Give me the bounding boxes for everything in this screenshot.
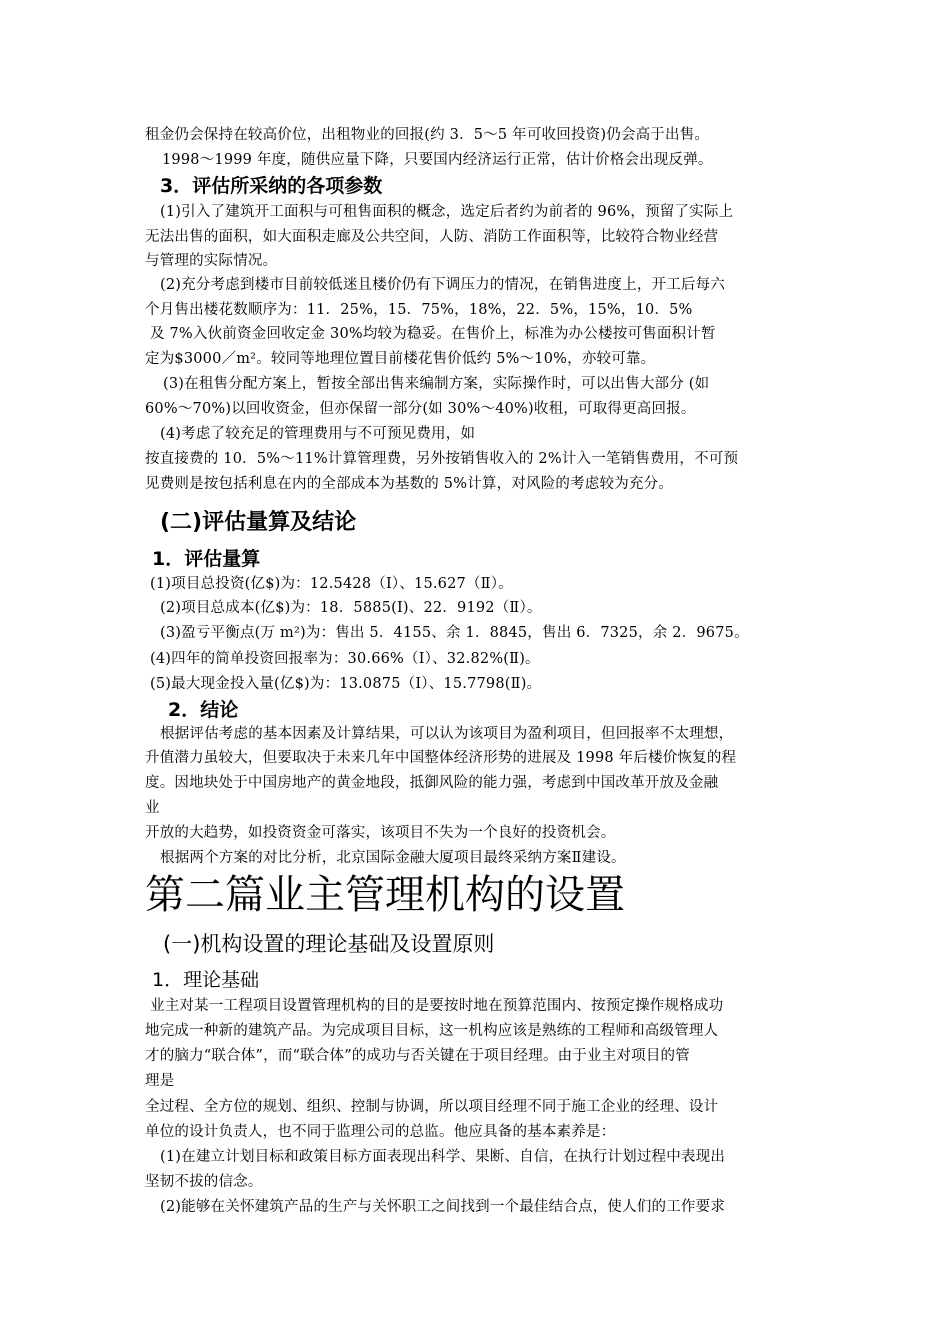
text-line: 度。因地块处于中国房地产的黄金地段，抵御风险的能力强，考虑到中国改革开放及金融 (145, 775, 719, 791)
text-line: 个月售出楼花数顺序为：11．25%，15．75%，18%，22．5%，15%，10．5% (145, 302, 693, 318)
text-line: 业 (145, 800, 160, 816)
text-line: 根据两个方案的对比分析，北京国际金融大厦项目最终采纳方案Ⅱ建设。 (160, 850, 626, 866)
subsection-heading: 1．评估量算 (152, 548, 261, 570)
text-line: (1)引入了建筑开工面积与可租售面积的概念，选定后者约为前者的 96%，预留了实际上 (160, 204, 734, 220)
part-title: 第二篇业主管理机构的设置 (145, 872, 625, 918)
text-line: 见费则是按包括利息在内的全部成本为基数的 5%计算，对风险的考虑较为充分。 (145, 476, 674, 492)
list-item: (4)四年的简单投资回报率为：30.66%（Ⅰ）、32.82%(Ⅱ)。 (150, 651, 540, 667)
subsection-heading: 2．结论 (168, 699, 239, 721)
text-line: 无法出售的面积，如大面积走廊及公共空间，人防、消防工作面积等，比较符合物业经营 (145, 229, 719, 245)
text-line: 地完成一种新的建筑产品。为完成项目目标，这一机构应该是熟练的工程师和高级管理人 (145, 1023, 719, 1039)
text-line: 全过程、全方位的规划、组织、控制与协调，所以项目经理不同于施工企业的经理、设计 (145, 1099, 719, 1115)
text-line: (3)在租售分配方案上，暂按全部出售来编制方案，实际操作时，可以出售大部分 (如 (163, 376, 710, 392)
text-line: 根据评估考虑的基本因素及计算结果，可以认为该项目为盈利项目，但回报率不太理想， (160, 726, 734, 742)
text-line: 及 7%入伙前资金回收定金 30%均较为稳妥。在售价上，标准为办公楼按可售面积计暂 (150, 326, 716, 342)
section-heading: 3．评估所采纳的各项参数 (160, 175, 383, 197)
section-heading: (二)评估量算及结论 (160, 510, 357, 535)
text-line: 升值潜力虽较大，但要取决于未来几年中国整体经济形势的进展及 1998 年后楼价恢复的程 (145, 750, 737, 766)
section-heading: (一)机构设置的理论基础及设置原则 (163, 932, 495, 956)
text-line: (2)充分考虑到楼市目前较低迷且楼价仍有下调压力的情况，在销售进度上，开工后每六 (160, 277, 726, 293)
text-line: 坚韧不拔的信念。 (145, 1174, 263, 1190)
text-line: 单位的设计负责人，也不同于监理公司的总监。他应具备的基本素养是： (145, 1124, 616, 1140)
text-line: 开放的大趋势，如投资资金可落实，该项目不失为一个良好的投资机会。 (145, 825, 616, 841)
text-line: 1998～1999 年度，随供应量下降，只要国内经济运行正常，估计价格会出现反弹。 (162, 152, 713, 168)
text-line: (4)考虑了较充足的管理费用与不可预见费用，如 (160, 426, 476, 442)
text-line: 租金仍会保持在较高价位，出租物业的回报(约 3．5～5 年可收回投资)仍会高于出售。 (145, 127, 710, 143)
list-item: (1)项目总投资(亿$)为：12.5428（Ⅰ）、15.627（Ⅱ）。 (150, 576, 513, 592)
text-line: 业主对某一工程项目设置管理机构的目的是要按时地在预算范围内、按预定操作规格成功 (150, 998, 724, 1014)
text-line: 按直接费的 10．5%～11%计算管理费，另外按销售收入的 2%计入一笔销售费用，不可预 (145, 451, 739, 467)
list-item: (5)最大现金投入量(亿$)为：13.0875（Ⅰ）、15.7798(Ⅱ)。 (150, 676, 542, 692)
text-line: 与管理的实际情况。 (145, 253, 278, 269)
text-line: (1)在建立计划目标和政策目标方面表现出科学、果断、自信，在执行计划过程中表现出 (160, 1149, 726, 1165)
text-line: 定为$3000／m²。较同等地理位置目前楼花售价低约 5%～10%，亦较可靠。 (145, 351, 656, 367)
text-line: 60%～70%)以回收资金，但亦保留一部分(如 30%～40%)收租，可取得更高回报。 (145, 401, 696, 417)
text-line: 理是 (145, 1073, 175, 1089)
list-item: (3)盈亏平衡点(万 m²)为：售出 5．4155、余 1．8845，售出 6．7325，余 2．9675。 (160, 625, 749, 641)
list-item: (2)项目总成本(亿$)为：18．5885(Ⅰ)、22．9192（Ⅱ）。 (160, 600, 542, 616)
subsection-heading: 1．理论基础 (152, 969, 260, 991)
text-line: 才的脑力“联合体”，而“联合体”的成功与否关键在于项目经理。由于业主对项目的管 (145, 1048, 690, 1064)
text-line: (2)能够在关怀建筑产品的生产与关怀职工之间找到一个最佳结合点，使人们的工作要求 (160, 1199, 726, 1215)
